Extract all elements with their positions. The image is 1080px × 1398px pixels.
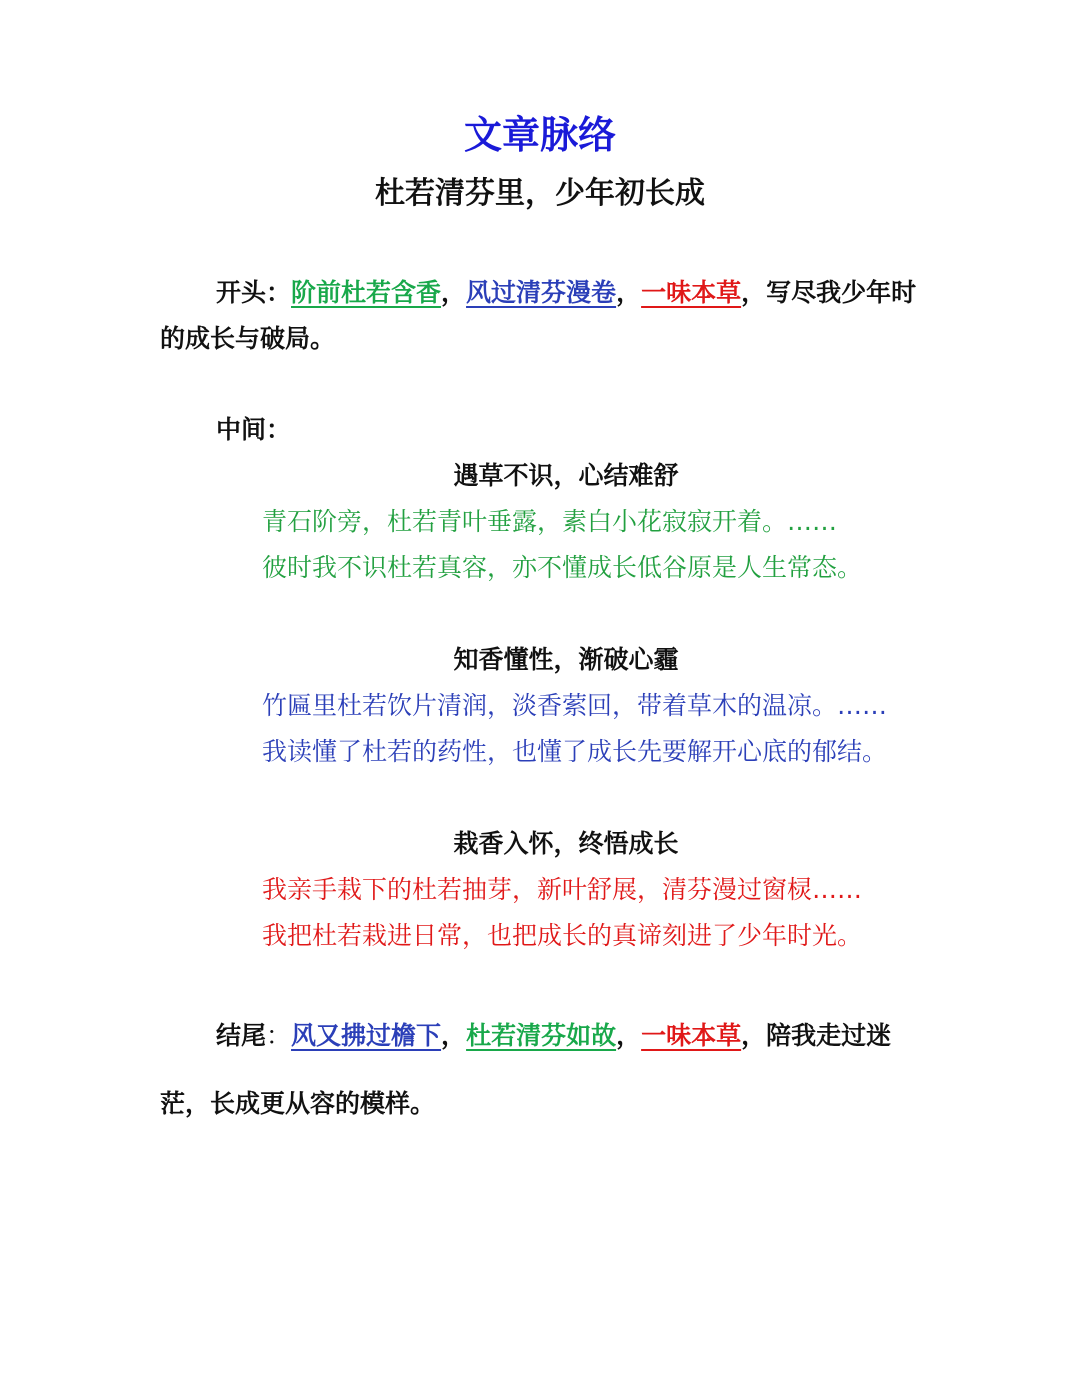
ending-phrase-red: 一味本草	[641, 1021, 742, 1050]
opening-phrase-green: 阶前杜若含香	[291, 278, 442, 307]
page-subtitle: 杜若清芬里，少年初长成	[375, 176, 705, 211]
ending-phrase-green: 杜若清芬如故	[466, 1021, 617, 1050]
ending-phrase-blue: 风又拂过檐下	[291, 1021, 442, 1050]
section-3-title: 栽香入怀，终悟成长	[453, 829, 679, 858]
section-3-line-2: 我把杜若栽进日常，也把成长的真谛刻进了少年时光。	[262, 921, 863, 950]
section-2-line-1: 竹匾里杜若饮片清润，淡香萦回，带着草木的温凉。……	[262, 691, 888, 720]
middle-label: 中间：	[216, 415, 292, 444]
opening-sep-2: ，	[616, 278, 642, 307]
ending-label: 结尾	[216, 1021, 267, 1050]
page-title: 文章脉络	[463, 113, 616, 157]
opening-rest: ，写尽我少年时的成长与破局。	[160, 278, 917, 353]
section-3-line-1: 我亲手栽下的杜若抽芽，新叶舒展，清芬漫过窗棂……	[262, 875, 863, 904]
ending-colon: ：	[266, 1021, 292, 1050]
opening-label: 开头：	[216, 278, 292, 307]
ending-sep-2: ，	[616, 1021, 642, 1050]
section-2-title: 知香懂性，渐破心霾	[453, 645, 679, 674]
opening-phrase-blue: 风过清芬漫卷	[466, 278, 617, 307]
section-2-line-2: 我读懂了杜若的药性，也懂了成长先要解开心底的郁结。	[262, 737, 888, 766]
section-1-title: 遇草不识，心结难舒	[453, 461, 679, 490]
section-1-line-2: 彼时我不识杜若真容，亦不懂成长低谷原是人生常态。	[262, 553, 863, 582]
ending-paragraph	[160, 1002, 930, 1138]
ending-rest: ，陪我走过迷茫，长成更从容的模样。	[160, 1021, 892, 1118]
opening-phrase-red: 一味本草	[641, 278, 742, 307]
section-1-line-1: 青石阶旁，杜若青叶垂露，素白小花寂寂开着。……	[262, 507, 838, 536]
opening-sep-1: ，	[441, 278, 467, 307]
ending-sep-1: ，	[441, 1021, 467, 1050]
opening-paragraph	[160, 270, 930, 362]
